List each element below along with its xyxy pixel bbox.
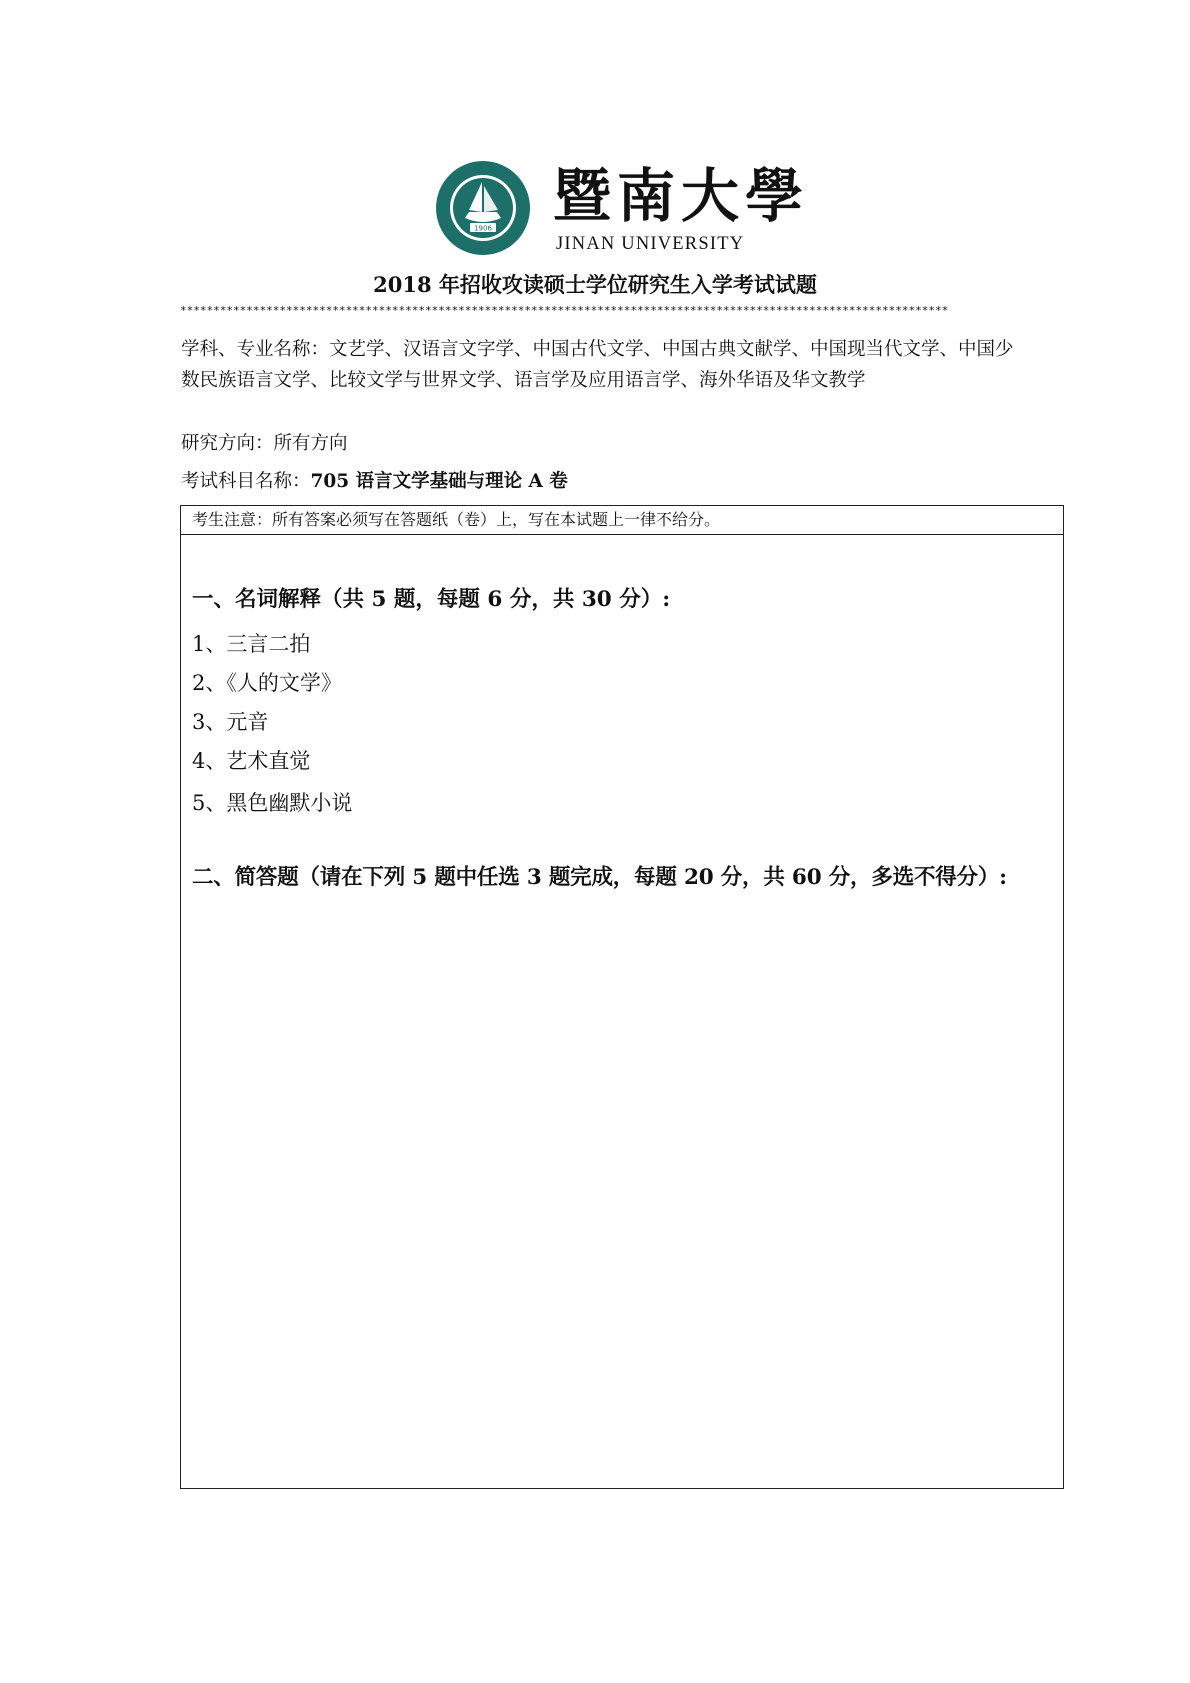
section-heading-short-answer: 二、简答题（请在下列 5 题中任选 3 题完成，每题 20 分，共 60 分，多选不得分）: bbox=[192, 865, 1007, 890]
question-item: 3、元音 bbox=[192, 710, 269, 734]
question-item: 2、《人的文学》 bbox=[192, 671, 342, 695]
question-item: 4、艺术直觉 bbox=[192, 749, 311, 773]
candidate-notice: 考生注意：所有答案必须写在答题纸（卷）上，写在本试题上一律不给分。 bbox=[192, 510, 721, 529]
course-label: 考试科目名称： bbox=[181, 471, 311, 492]
question-item: 1、三言二拍 bbox=[192, 632, 311, 656]
section-heading-definitions: 一、名词解释（共 5 题，每题 6 分，共 30 分）: bbox=[192, 587, 671, 612]
question-item: 5、黑色幽默小说 bbox=[192, 791, 353, 815]
subject-value: 文艺学、汉语言文字学、中国古代文学、中国古典文献学、中国现当代文学、中国少数民族语言文学、比较文学与世界文学、语言学及应用语言学、海外华语及华文教学 bbox=[181, 339, 1014, 391]
course-line bbox=[181, 466, 1021, 497]
university-logo bbox=[435, 160, 810, 260]
direction-line bbox=[181, 428, 1021, 459]
logo-english-name: JINAN UNIVERSITY bbox=[556, 234, 745, 254]
separator-line: ******************************************************************************************************************** bbox=[180, 304, 949, 317]
subject-line bbox=[181, 334, 1021, 396]
jinan-university-seal-icon bbox=[435, 160, 531, 256]
notice-box bbox=[180, 505, 1064, 535]
direction-label: 研究方向： bbox=[181, 433, 274, 454]
direction-value: 所有方向 bbox=[273, 433, 348, 454]
course-value: 705 语言文学基础与理论 A 卷 bbox=[310, 471, 568, 492]
logo-chinese-name: 暨南大學 bbox=[553, 162, 810, 230]
subject-label: 学科、专业名称： bbox=[181, 339, 330, 360]
seal-year: 1906 bbox=[474, 224, 492, 233]
question-box bbox=[180, 534, 1064, 1489]
exam-title: 2018 年招收攻读硕士学位研究生入学考试试题 bbox=[373, 272, 817, 297]
